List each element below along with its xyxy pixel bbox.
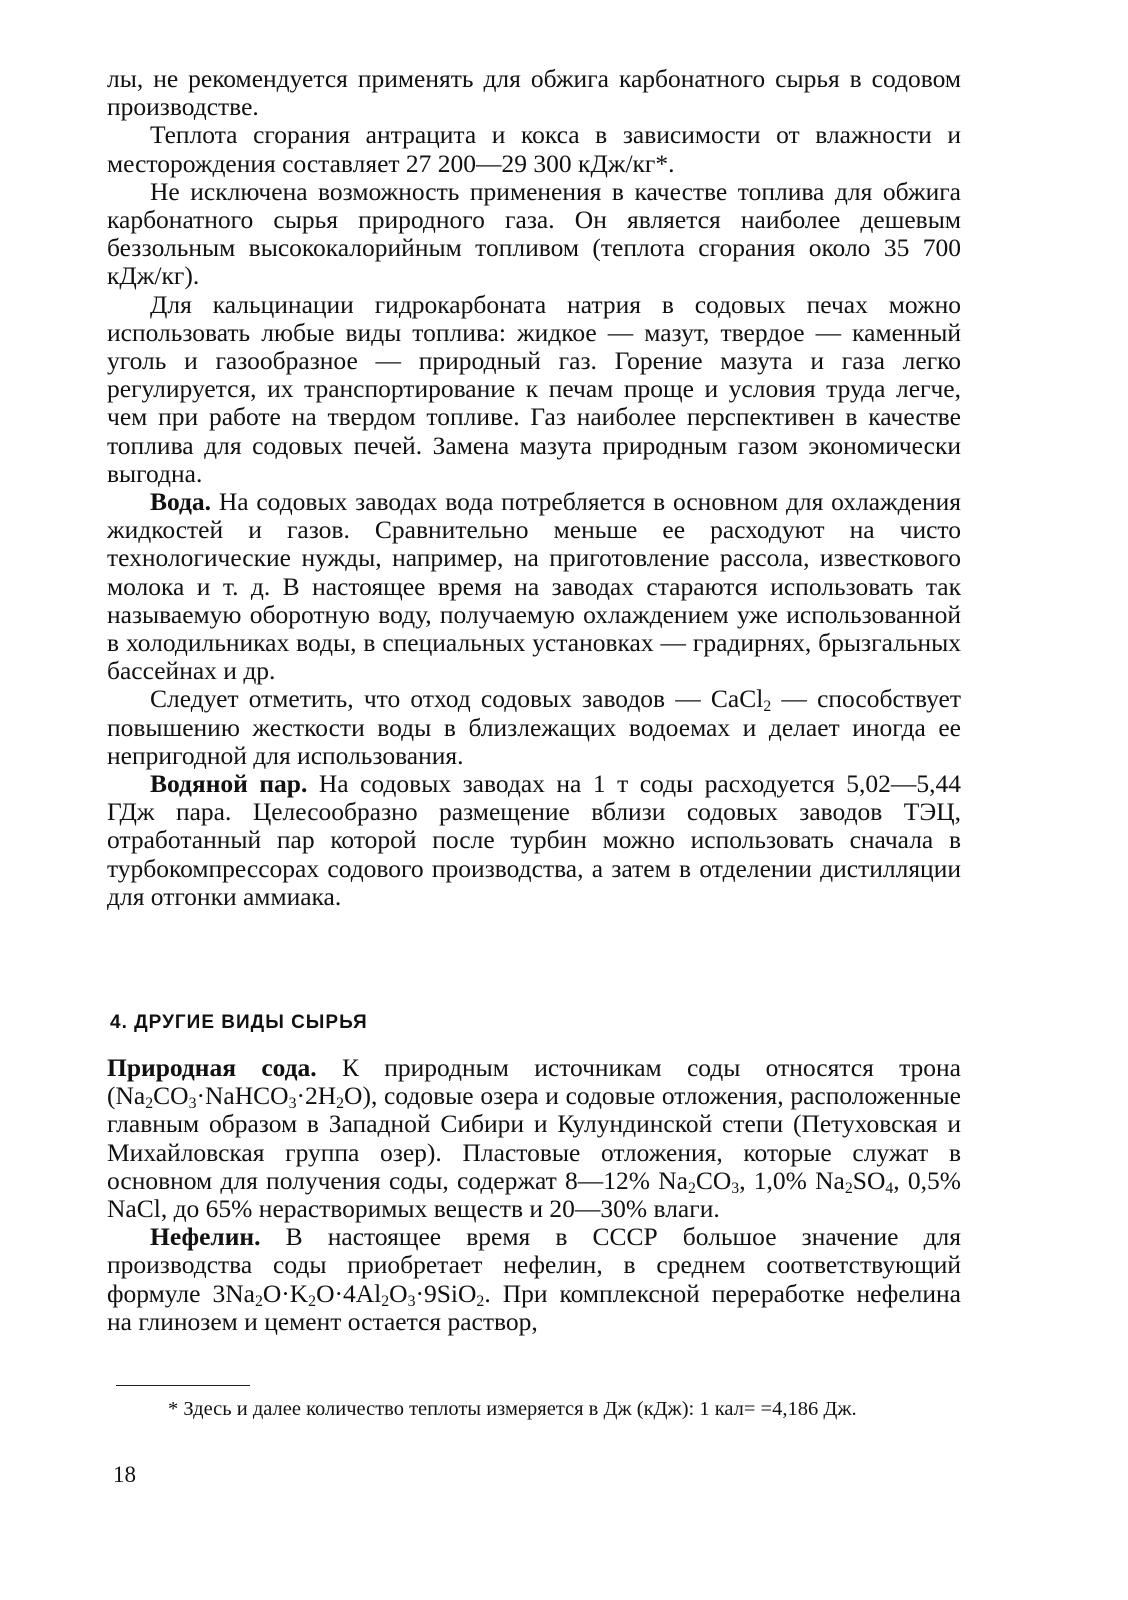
subscript: 2 <box>476 1292 485 1310</box>
paragraph-cacl2 <box>107 685 961 770</box>
paragraph: Теплота сгорания антрацита и кокса в зависимости от влажности и месторождения составляет 27 200—29 300 кДж/кг*. <box>107 120 961 178</box>
paragraph-text: На содовых заводах вода потребляется в основном для охлаждения жидкостей и газов. Сравнительно меньше ее расходуют на чисто технологические нужды, например, на приготовление рассола, известкового молока и т. д. В настоящее время на заводах стараются использовать так называемую оборотную воду, получаемую охлаждением уже использованной в холодильниках воды, в специальных установках — градирнях, брызгальных бассейнах и др. <box>107 487 961 686</box>
subscript: 2 <box>687 1179 696 1197</box>
paragraph-text: O·4Al <box>316 1278 382 1308</box>
footnote <box>110 1396 958 1423</box>
term-steam: Водяной пар. <box>150 769 308 799</box>
paragraph-text: — способствует повышению жесткости воды в близлежащих водоемах и делает иногда ее непригодной для использования. <box>107 684 961 770</box>
term-natural-soda: Природная сода. <box>107 1053 317 1082</box>
section-heading: 4. ДРУГИЕ ВИДЫ СЫРЬЯ <box>110 1012 368 1033</box>
subscript: 2 <box>145 1095 154 1113</box>
paragraph-text: O), содовые озера и содовые отложения, расположенные главным образом в Западной Сибири и Кулундинской степи (Петуховская и Михайловская группа озер). Пластовые отложения, которые служат в основном для получения соды, содержат 8—12% Na <box>107 1081 961 1195</box>
paragraph-text: На содовых заводах на 1 т соды расходуется 5,02—5,44 ГДж пара. Целесообразно размещение вблизи содовых заводов ТЭЦ, отработанный пар которой после турбин можно использовать сначала в турбокомпрессорах содового производства, а затем в отделении дистилляции для отгонки аммиака. <box>107 769 961 911</box>
subscript: 3 <box>407 1292 416 1310</box>
paragraph-text: CO <box>695 1165 732 1195</box>
paragraph-text: , 1,0% Na <box>739 1165 845 1195</box>
paragraph: Не исключена возможность применения в качестве топлива для обжига карбонатного сырья природного газа. Он является наиболее дешевым беззольным высококалорийным топливом (теплота сгорания около 35 700 кДж/кг). <box>107 176 961 291</box>
paragraph: Для кальцинации гидрокарбоната натрия в содовых печах можно использовать любые виды топлива: жидкое — мазут, твердое — каменный уголь и газообразное — природный газ. Горение мазута и газа легко регулируется, их транспортирование к печам проще и условия труда легче, чем при работе на твердом топливе. Газ наиболее перспективен в качестве топлива для содовых печей. Замена мазута природным газом экономически выгодна. <box>107 289 961 488</box>
paragraph-text: К природным источникам соды относятся трона (Na <box>107 1053 961 1111</box>
paragraph-text: Следует отметить, что отход содовых заводов — CaCl <box>150 684 764 714</box>
paragraph-text: ·NaHCO <box>196 1081 289 1111</box>
paragraph-text: В настоящее время в СССР большое значение для производства соды приобретает нефелин, в среднем соответствующий формуле 3Na <box>107 1222 961 1308</box>
term-nepheline: Нефелин. <box>150 1222 261 1252</box>
footnote-text: * Здесь и далее количество теплоты измеряется в Дж (кДж): 1 кал= =4,186 Дж. <box>168 1398 857 1420</box>
subscript: 4 <box>885 1179 894 1197</box>
paragraph-text: , 0,5% NaCl, до 65% нерастворимых веществ и 20—30% влаги. <box>107 1165 961 1224</box>
paragraph-text: CO <box>153 1081 189 1111</box>
subscript: 2 <box>763 698 772 716</box>
subscript: 2 <box>336 1095 345 1113</box>
body-text-top <box>107 65 961 911</box>
paragraph-text: ·9SiO <box>415 1278 477 1308</box>
subscript: 2 <box>254 1292 263 1310</box>
paragraph: лы, не рекомендуется применять для обжига карбонатного сырья в содовом производстве. <box>107 64 961 122</box>
paragraph-text: O <box>389 1278 408 1308</box>
paragraph-text: SO <box>852 1165 886 1195</box>
paragraph-text: ·2H <box>296 1081 337 1111</box>
subscript: 2 <box>844 1179 853 1197</box>
paragraph-text: . При комплексной переработке нефелина на глинозем и цемент остается раствор, <box>107 1278 961 1336</box>
paragraph-water <box>107 488 961 685</box>
body-text-bottom <box>107 1054 961 1336</box>
term-water: Вода. <box>150 487 212 517</box>
subscript: 2 <box>381 1292 390 1310</box>
paragraph-nepheline <box>107 1223 961 1336</box>
paragraph-steam <box>107 770 961 911</box>
footnote-rule <box>116 1385 250 1386</box>
subscript: 3 <box>288 1095 297 1113</box>
subscript: 3 <box>188 1095 197 1113</box>
paragraph-text: O·K <box>262 1278 309 1308</box>
paragraph-natural-soda <box>107 1054 961 1223</box>
page-number: 18 <box>113 1462 136 1487</box>
subscript: 2 <box>308 1292 317 1310</box>
subscript: 3 <box>731 1179 740 1197</box>
